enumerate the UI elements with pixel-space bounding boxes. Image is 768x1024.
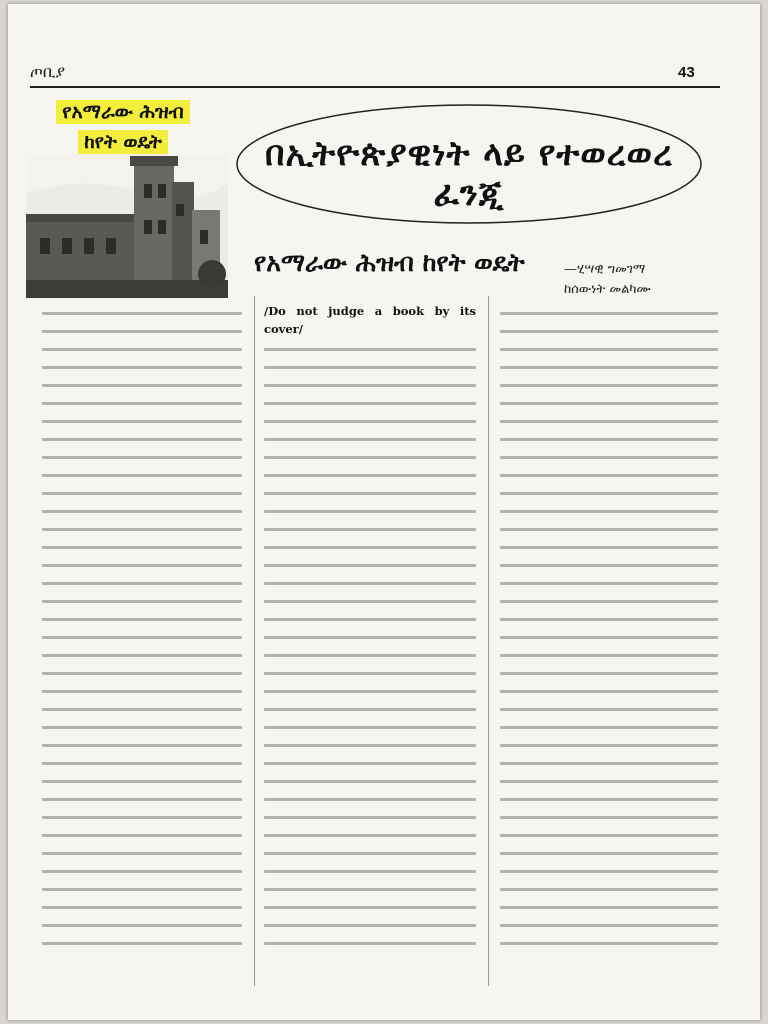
header-rule [30, 86, 720, 88]
column-left-text [42, 312, 242, 960]
article-headline: የአማራው ሕዝብ ከየት ወዴት [254, 248, 525, 277]
magazine-page [8, 4, 760, 1020]
column-right-text [500, 312, 718, 960]
column-divider-2 [488, 296, 489, 986]
byline [564, 260, 724, 300]
kicker-line-1: የአማራው ሕዝብ [56, 100, 190, 124]
feature-title: በኢትዮጵያዊነት ላይ የተወረወረ ፈንጂ [264, 134, 674, 214]
kicker-line-2: ከየት ወዴት [78, 130, 168, 154]
running-head: ጦቢያ [30, 62, 66, 81]
highlighted-kicker [28, 100, 218, 160]
byline-line-1: —ሂሣዊ ግመገማ [564, 262, 646, 277]
column-middle-text [264, 348, 476, 960]
byline-line-2: ከሰውነት መልካሙ [564, 282, 651, 297]
castle-photo [26, 154, 228, 298]
column-middle-fragment: /Do not judge a book by its cover/ [264, 304, 476, 336]
column-divider-1 [254, 296, 255, 986]
page-number: 43 [678, 64, 695, 81]
